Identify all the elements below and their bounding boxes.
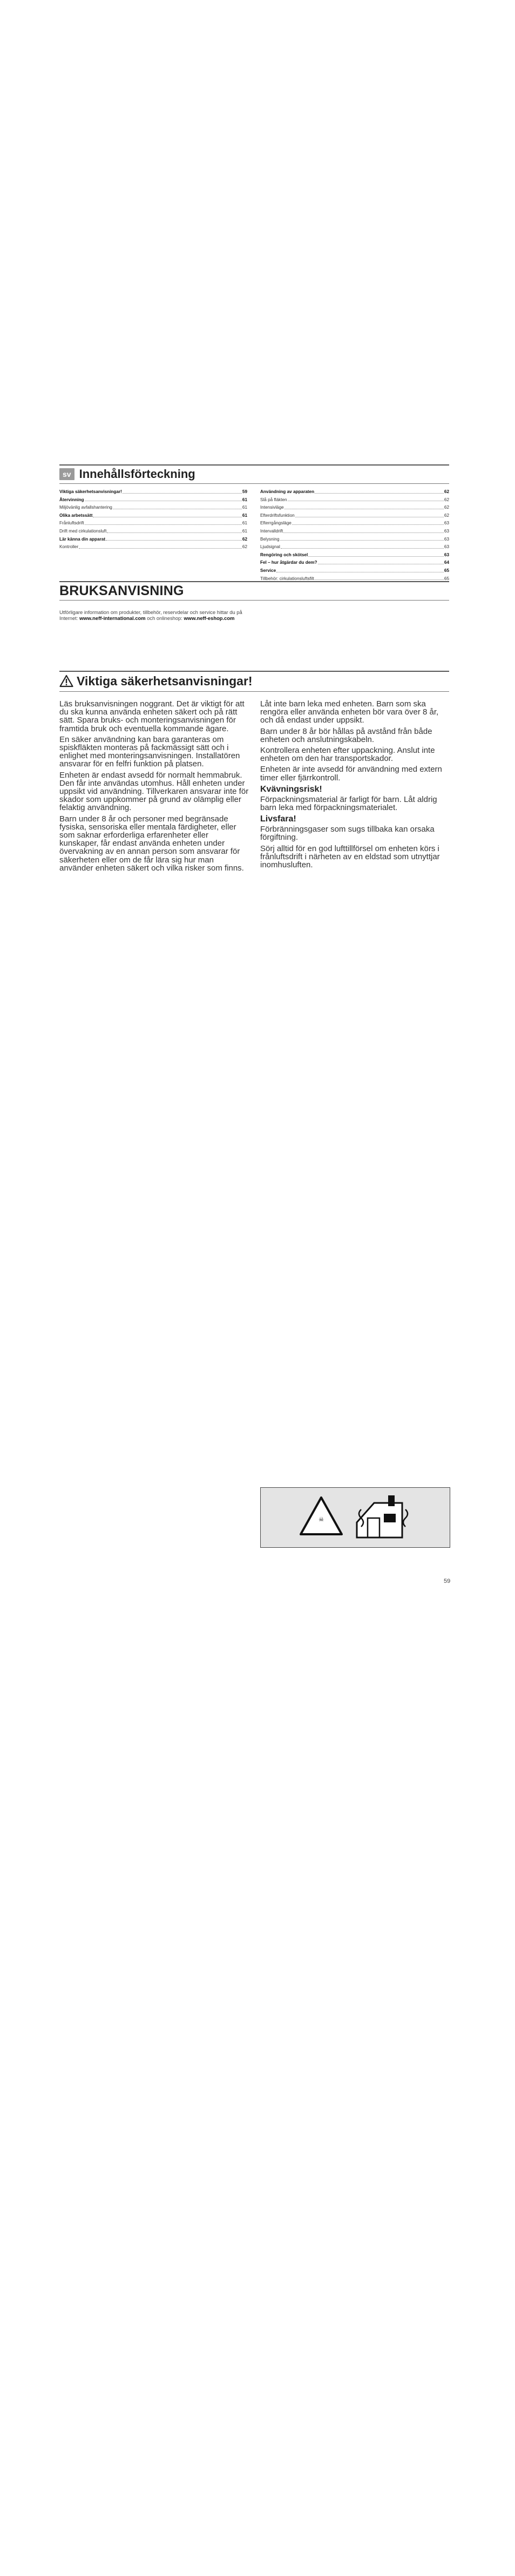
safety-paragraph: Förbränningsgaser som sugs tillbaka kan orsaka förgiftning.: [260, 825, 435, 842]
toc-entry-label: Användning av apparaten: [260, 489, 315, 494]
toc-leader-dots: [107, 532, 242, 533]
manual-title-underline: [59, 600, 449, 601]
safety-right-column: [260, 700, 449, 872]
toc-entry[interactable]: [260, 504, 449, 512]
toc-entry[interactable]: [260, 567, 449, 575]
toc-entry-label: Intensivläge: [260, 505, 284, 510]
toc-entry[interactable]: [260, 536, 449, 544]
language-badge: sv: [59, 468, 74, 480]
manual-title: BRUKSANVISNING: [59, 583, 184, 598]
toc-entry-page: 63: [444, 552, 449, 557]
toc-leader-dots: [106, 540, 242, 541]
intro-text: Utförligare information om produkter, tillbehör, reservdelar och service hittar du på Internet:: [59, 609, 242, 621]
safety-paragraph: Låt inte barn leka med enheten. Barn som ska rengöra eller använda enheten bör vara över 8 år, och då endast under uppsikt.: [260, 699, 439, 725]
toc-entry-page: 65: [444, 576, 449, 581]
toc-entry[interactable]: [260, 488, 449, 496]
safety-header: [59, 673, 253, 689]
intro-link-international[interactable]: www.neff-international.com: [79, 615, 146, 621]
toc-entry[interactable]: [260, 528, 449, 536]
toc-entry[interactable]: [59, 520, 247, 528]
safety-title: Viktiga säkerhetsanvisningar!: [77, 673, 253, 688]
toc-entry-page: 62: [444, 505, 449, 510]
intro-link-eshop[interactable]: www.neff-eshop.com: [184, 615, 235, 621]
toc-entry-label: Rengöring och skötsel: [260, 552, 308, 557]
toc-leader-dots: [283, 532, 444, 533]
toc-entry[interactable]: [59, 543, 247, 551]
toc-entry-page: 61: [242, 512, 247, 518]
toc-entry-label: Kontroller: [59, 544, 79, 550]
toc-entry-page: 63: [444, 544, 449, 550]
toc-entry-page: 61: [242, 528, 247, 534]
toc-entry-page: 62: [242, 536, 247, 542]
toc-entry[interactable]: [59, 536, 247, 544]
toc-entry[interactable]: [59, 528, 247, 536]
toc-entry-label: Belysning: [260, 536, 280, 542]
toc-entry[interactable]: [260, 543, 449, 551]
toc-entry-label: Service: [260, 568, 276, 573]
toc-entry-page: 63: [444, 528, 449, 534]
toc-entry-label: Återvinning: [59, 497, 84, 502]
warning-triangle-icon: [59, 675, 73, 687]
safety-paragraph: Enheten är endast avsedd för normalt hemmabruk. Den får inte användas utomhus. Håll enheten under uppsikt vid användning. Tillverkaren ansvarar inte för skador som uppkommer på grund av olämplig eller felaktig användning.: [59, 770, 249, 813]
danger-heading: Livsfara!: [260, 814, 296, 824]
toc-entry[interactable]: [260, 496, 449, 504]
suffocation-text: Förpackningsmaterial är farligt för barn. Låt aldrig barn leka med förpackningsmaterialet.: [260, 794, 437, 813]
safety-top-rule: [59, 671, 449, 672]
toc-leader-dots: [79, 548, 242, 549]
safety-paragraph: Läs bruksanvisningen noggrant. Det är viktigt för att du ska kunna använda enheten säkert och på rätt sätt. Spara bruks- och monteringsanvisningen för framtida bruk och eventuella kommande ägare.: [59, 699, 245, 733]
toc-entry-label: Fel – hur åtgärdar du dem?: [260, 560, 317, 565]
toc-entry-page: 63: [444, 536, 449, 542]
toc-left-column: [59, 488, 247, 551]
toc-leader-dots: [280, 540, 444, 541]
suffocation-heading: Kvävningsrisk!: [260, 784, 322, 794]
toc-leader-dots: [315, 579, 444, 580]
toc-entry-page: 65: [444, 568, 449, 573]
toc-entry-page: 61: [242, 505, 247, 510]
safety-paragraph: Sörj alltid för en god lufttillförsel om enheten körs i frånluftsdrift i närheten av en eldstad som utnyttjar inomhusluften.: [260, 844, 440, 870]
toc-entry-label: Ljudsignal: [260, 544, 280, 550]
toc-leader-dots: [315, 493, 444, 494]
toc-top-rule: [59, 464, 449, 466]
toc-entry-page: 62: [444, 489, 449, 494]
co-skull-icon: ☠: [319, 1516, 324, 1523]
toc-entry-label: Efterrgångsläge: [260, 521, 292, 526]
toc-entry-label: Frånluftsdrift: [59, 521, 84, 526]
toc-entry-page: 63: [444, 521, 449, 526]
toc-entry-label: Drift med cirkulationsluft: [59, 528, 107, 534]
toc-entry[interactable]: [59, 512, 247, 520]
toc-entry[interactable]: [59, 488, 247, 496]
toc-entry-page: 59: [242, 489, 247, 494]
toc-entry-label: Slå på fläkten: [260, 497, 287, 502]
toc-entry-page: 61: [242, 521, 247, 526]
toc-entry-label: Efterdriftsfunktion: [260, 512, 295, 518]
toc-entry[interactable]: [59, 504, 247, 512]
toc-entry-label: Olika arbetssätt: [59, 512, 93, 518]
ventilation-warning-illustration: [260, 1487, 450, 1548]
toc-entry-label: Tillbehör: cirkulationsluftsfilt: [260, 576, 314, 581]
toc-title: Innehållsförteckning: [79, 467, 195, 481]
safety-paragraph: Enheten är inte avsedd för användning med extern timer eller fjärrkontroll.: [260, 765, 442, 783]
toc-entry-page: 62: [242, 544, 247, 550]
toc-entry-page: 64: [444, 560, 449, 565]
safety-paragraph: En säker användning kan bara garanteras om spiskfläkten monteras på fackmässigt sätt och i enlighet med monteringsanvisningen. Installatören ansvarar för en felfri funktion på platsen.: [59, 734, 240, 769]
toc-header: [59, 467, 195, 482]
toc-entry[interactable]: [260, 520, 449, 528]
toc-right-column: [260, 488, 449, 583]
toc-entry-page: 62: [444, 512, 449, 518]
toc-entry[interactable]: [260, 512, 449, 520]
safety-left-column: [59, 700, 249, 875]
toc-entry-label: Viktiga säkerhetsanvisningar!: [59, 489, 122, 494]
safety-paragraph: Barn under 8 år bör hållas på avstånd från både enheten och anslutningskabeln.: [260, 726, 432, 744]
toc-leader-dots: [308, 556, 444, 557]
toc-title-underline: [59, 483, 449, 484]
toc-leader-dots: [281, 548, 444, 549]
toc-leader-dots: [85, 524, 242, 525]
safety-title-underline: [59, 691, 449, 692]
manual-intro: [59, 609, 248, 621]
toc-entry[interactable]: [260, 559, 449, 567]
toc-entry-label: Lär känna din apparat: [59, 536, 106, 542]
toc-entry-page: 61: [242, 497, 247, 502]
toc-entry-page: 62: [444, 497, 449, 502]
safety-paragraph: Kontrollera enheten efter uppackning. Anslut inte enheten om den har transportskador.: [260, 746, 435, 764]
toc-entry[interactable]: [260, 551, 449, 559]
manual-top-rule: [59, 581, 449, 582]
toc-leader-dots: [292, 524, 444, 525]
safety-paragraph: Barn under 8 år och personer med begränsade fysiska, sensoriska eller mentala färdigheter, eller som saknar erforderliga erfarenheter eller kunskaper, får endast använda enheten under övervakning av en annan person som ansvarar för säkerheten eller om de får lära sig hur man använder enheten säkert och vilka risker som finns.: [59, 814, 244, 873]
toc-entry-label: Intervalldrift: [260, 528, 283, 534]
ventilation-illustration-graphic: [261, 1488, 450, 1547]
toc-entry[interactable]: [59, 496, 247, 504]
toc-leader-dots: [123, 493, 242, 494]
toc-entry-label: Miljövänlig avfallshantering: [59, 505, 112, 510]
page-number: 59: [444, 1578, 451, 1584]
intro-text-mid: och onlineshop:: [145, 615, 184, 621]
